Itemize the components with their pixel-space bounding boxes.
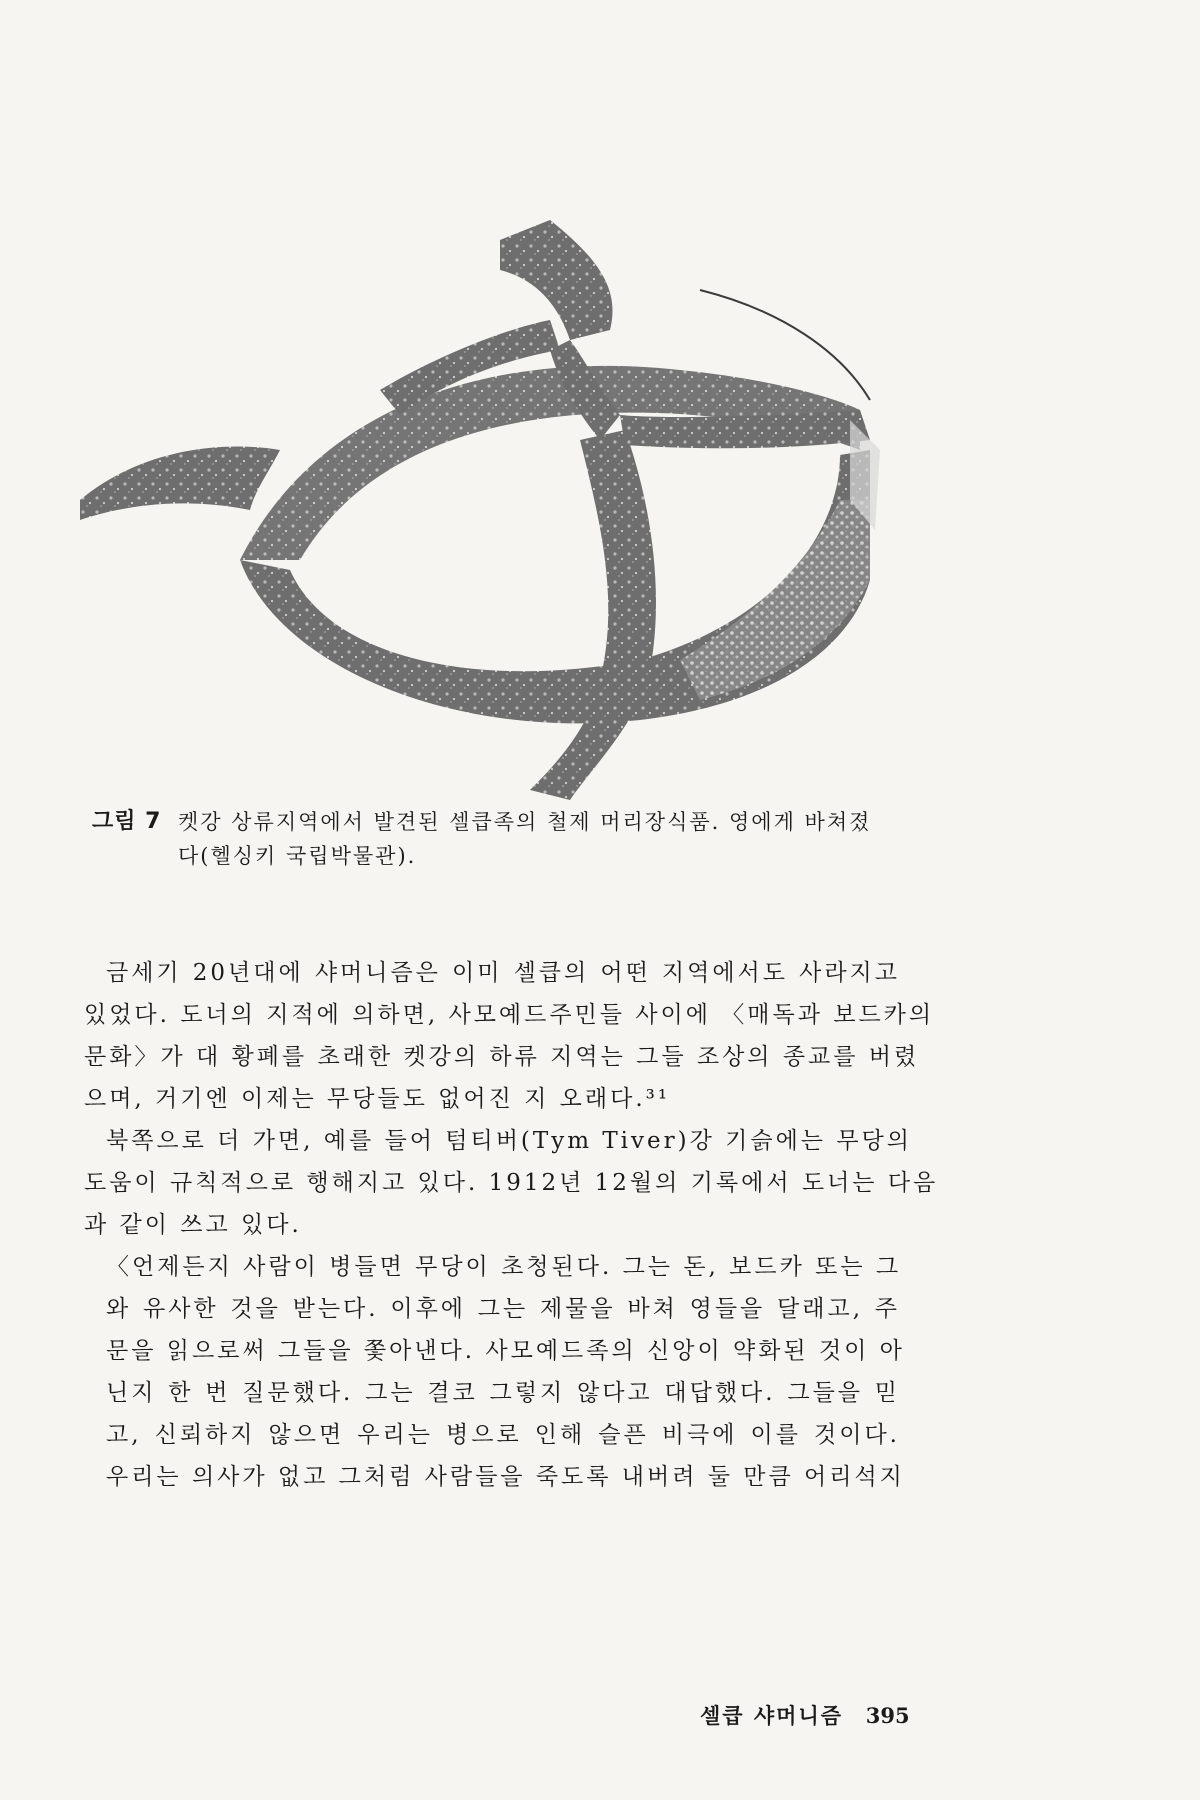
page-footer [700, 1700, 910, 1730]
iron-headdress-image [80, 200, 980, 800]
body-text [84, 952, 939, 1498]
page-number: 395 [865, 1703, 910, 1728]
text-line: 우리는 의사가 없고 그처럼 사람들을 죽도록 내버려 둘 만큼 어리석지 [106, 1464, 905, 1490]
text-line: 북쪽으로 더 가면, 예를 들어 텀티버(Tym Tiver)강 기슭에는 무당의 [106, 1128, 912, 1154]
text-line: 닌지 한 번 질문했다. 그는 결코 그렇지 않다고 대답했다. 그들을 믿 [106, 1380, 900, 1406]
text-line: 있었다. 도너의 지적에 의하면, 사모예드주민들 사이에 〈매독과 보드카의 [84, 1002, 935, 1028]
caption-line: 다(헬싱키 국립박물관). [178, 844, 417, 868]
quotation-paragraph [84, 1246, 905, 1498]
figure-caption-text [178, 805, 898, 873]
text-line: 문을 읽으로써 그들을 쫓아낸다. 사모예드족의 신앙이 약화된 것이 아 [106, 1338, 905, 1364]
text-line: 으며, 거기엔 이제는 무당들도 없어진 지 오래다.³¹ [84, 1086, 671, 1112]
text-line: 고, 신뢰하지 않으면 우리는 병으로 인해 슬픈 비극에 이를 것이다. [106, 1422, 900, 1448]
text-line: 와 유사한 것을 받는다. 이후에 그는 제물을 바쳐 영들을 달래고, 주 [106, 1296, 900, 1322]
paragraph [84, 952, 935, 1120]
figure-headdress-photo [80, 200, 980, 800]
text-line: 문화〉가 대 황폐를 초래한 켓강의 하류 지역는 그들 조상의 종교를 버렸 [84, 1044, 920, 1070]
running-title: 셀큽 샤머니즘 [700, 1704, 844, 1728]
text-line: 〈언제든지 사람이 병들면 무당이 초청된다. 그는 돈, 보드카 또는 그 [106, 1254, 902, 1280]
caption-line: 켓강 상류지역에서 발견된 셀큽족의 철제 머리장식품. 영에게 바쳐졌 [178, 810, 872, 834]
text-line: 도움이 규칙적으로 행해지고 있다. 1912년 12월의 기록에서 도너는 다음 [84, 1170, 939, 1196]
figure-label: 그림 7 [92, 809, 162, 834]
paragraph [84, 1120, 939, 1246]
text-line: 과 같이 쓰고 있다. [84, 1212, 302, 1238]
text-line: 금세기 20년대에 샤머니즘은 이미 셀큽의 어떤 지역에서도 사라지고 [106, 960, 900, 986]
